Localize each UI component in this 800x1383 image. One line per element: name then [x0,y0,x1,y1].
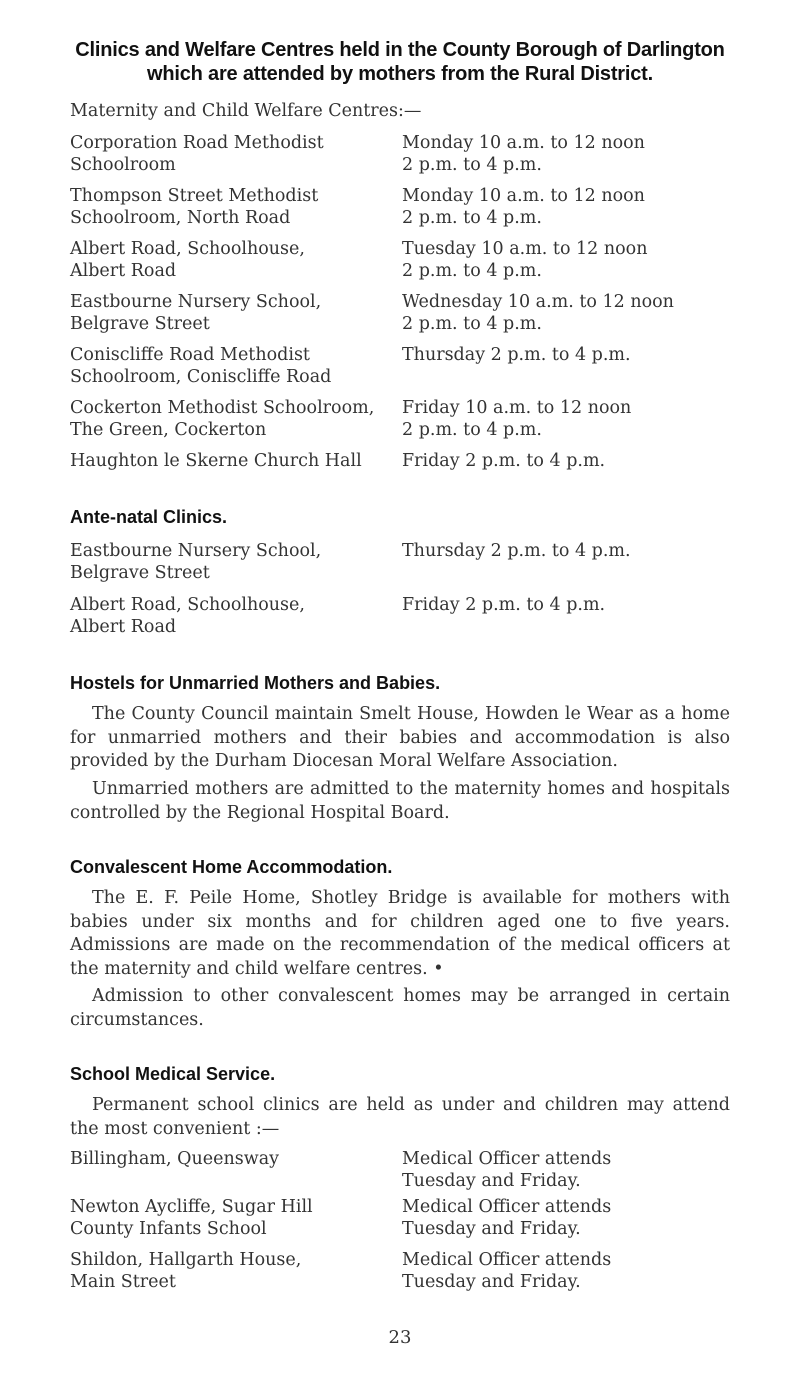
maternity-row-4-place [70,291,321,335]
antenatal-row-2-place [70,594,305,638]
maternity-row-1-times [402,132,645,176]
time-line: Tuesday and Friday. [402,1171,581,1191]
place-line: Cockerton Methodist Schoolroom, [70,398,375,418]
school-row-2-times [402,1196,611,1240]
place-line: Billingham, Queensway [70,1149,280,1169]
school-intro: Permanent school clinics are held as under and children may attend the most convenient :— [70,1095,730,1139]
place-line: Corporation Road Methodist [70,133,324,153]
page-title [60,38,740,86]
place-line: The Green, Cockerton [70,420,267,440]
maternity-row-1-place [70,132,324,176]
maternity-row-5-place [70,344,331,388]
time-line: Tuesday 10 a.m. to 12 noon [402,239,648,259]
time-line: 2 p.m. to 4 p.m. [402,208,542,228]
school-row-2-place [70,1196,313,1240]
antenatal-row-1-times [402,540,631,562]
time-line: Tuesday and Friday. [402,1272,581,1292]
time-line: Friday 2 p.m. to 4 p.m. [402,595,606,615]
time-line: Monday 10 a.m. to 12 noon [402,186,645,206]
place-line: Newton Aycliffe, Sugar Hill [70,1197,313,1217]
page-number: 23 [388,1327,412,1348]
maternity-row-3-place [70,238,305,282]
antenatal-row-1-place [70,540,321,584]
convalescent-paragraph-2: Admission to other convalescent homes may be arranged in certain circumstances. [70,986,730,1030]
time-line: Wednesday 10 a.m. to 12 noon [402,292,674,312]
place-line: Schoolroom [70,155,176,175]
time-line: 2 p.m. to 4 p.m. [402,314,542,334]
place-line: Schoolroom, North Road [70,208,291,228]
maternity-row-4-times [402,291,674,335]
place-line: Shildon, Hallgarth House, [70,1250,302,1270]
maternity-row-5-times [402,344,631,366]
maternity-row-6-times [402,397,631,441]
maternity-row-2-times [402,185,645,229]
title-line-2: which are attended by mothers from the Rural District. [147,63,653,85]
place-line: Schoolroom, Coniscliffe Road [70,367,332,387]
time-line: Thursday 2 p.m. to 4 p.m. [402,345,631,365]
maternity-row-2-place [70,185,318,229]
time-line: Friday 2 p.m. to 4 p.m. [402,451,606,471]
place-line: Eastbourne Nursery School, [70,292,322,312]
maternity-intro: Maternity and Child Welfare Centres:— [70,101,422,121]
time-line: Friday 10 a.m. to 12 noon [402,398,632,418]
place-line: Eastbourne Nursery School, [70,541,322,561]
place-line: Coniscliffe Road Methodist [70,345,310,365]
place-line: Albert Road, Schoolhouse, [70,595,305,615]
maternity-row-7-times [402,450,605,472]
convalescent-paragraph-1: The E. F. Peile Home, Shotley Bridge is available for mothers with babies under six months and for children aged one to five years. Admissions are made on the recommendation of the medical officers at the maternity and child welfare centres. • [70,888,730,979]
time-line: Medical Officer attends [402,1197,612,1217]
time-line: 2 p.m. to 4 p.m. [402,420,542,440]
time-line: Medical Officer attends [402,1149,612,1169]
school-row-1-place [70,1148,279,1170]
school-row-3-place [70,1249,301,1293]
place-line: Albert Road [70,617,177,637]
title-line-1: Clinics and Welfare Centres held in the County Borough of Darlington [75,39,725,61]
hostels-paragraph-1: The County Council maintain Smelt House, Howden le Wear as a home for unmarried mothers and their babies and accommodation is also provided by the Durham Diocesan Moral Welfare Association. [70,704,730,771]
time-line: Thursday 2 p.m. to 4 p.m. [402,541,631,561]
maternity-row-6-place [70,397,374,441]
place-line: Main Street [70,1272,176,1292]
school-row-1-times [402,1148,611,1192]
time-line: Tuesday and Friday. [402,1219,581,1239]
place-line: Albert Road, Schoolhouse, [70,239,305,259]
hostels-paragraph-2: Unmarried mothers are admitted to the maternity homes and hospitals controlled by the Regional Hospital Board. [70,779,730,823]
maternity-row-3-times [402,238,648,282]
time-line: Medical Officer attends [402,1250,612,1270]
time-line: 2 p.m. to 4 p.m. [402,261,542,281]
time-line: Monday 10 a.m. to 12 noon [402,133,645,153]
school-row-3-times [402,1249,611,1293]
time-line: 2 p.m. to 4 p.m. [402,155,542,175]
place-line: County Infants School [70,1219,267,1239]
place-line: Haughton le Skerne Church Hall [70,451,362,471]
place-line: Belgrave Street [70,563,210,583]
place-line: Thompson Street Methodist [70,186,319,206]
hostels-heading: Hostels for Unmarried Mothers and Babies. [70,673,441,693]
place-line: Belgrave Street [70,314,210,334]
school-heading: School Medical Service. [70,1064,276,1084]
convalescent-heading: Convalescent Home Accommodation. [70,857,393,877]
place-line: Albert Road [70,261,177,281]
antenatal-heading: Ante-natal Clinics. [70,507,228,527]
maternity-row-7-place [70,450,362,472]
antenatal-row-2-times [402,594,605,616]
